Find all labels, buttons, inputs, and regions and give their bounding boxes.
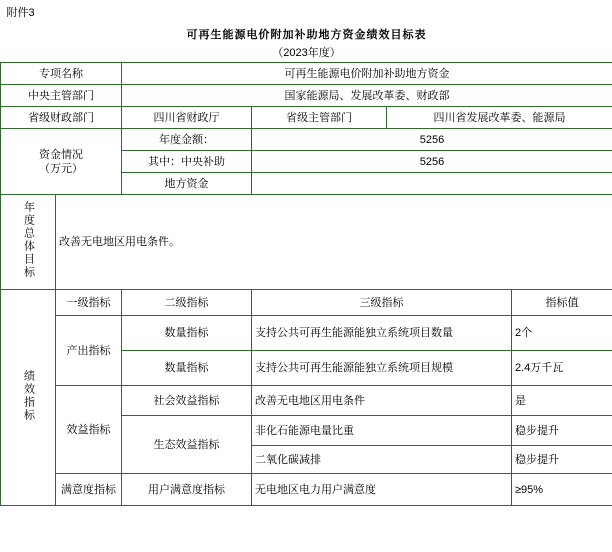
local-funds-value	[252, 173, 612, 195]
central-subsidy-value: 5256	[252, 151, 612, 173]
central-dept-label: 中央主管部门	[1, 85, 122, 107]
indicator-level3: 支持公共可再生能源能独立系统项目规模	[252, 351, 512, 386]
annual-amount-label: 年度金额：	[122, 129, 252, 151]
overall-goal-label-text: 年度总体目标	[22, 201, 35, 279]
attachment-row	[1, 0, 612, 26]
document-subtitle: （2023年度）	[272, 47, 341, 59]
row-funds-annual	[1, 129, 612, 151]
overall-goal-value: 改善无电地区用电条件。	[56, 195, 612, 290]
indicator-level2: 生态效益指标	[122, 416, 252, 474]
title-row	[1, 26, 612, 44]
header-level2: 二级指标	[122, 290, 252, 316]
performance-indicator-label-text: 绩效指标	[22, 369, 35, 422]
central-subsidy-label: 其中：中央补助	[122, 151, 252, 173]
attachment-label: 附件3	[6, 7, 35, 19]
indicator-level1: 效益指标	[56, 386, 122, 474]
indicator-level3: 无电地区电力用户满意度	[252, 474, 512, 506]
row-provincial	[1, 107, 612, 129]
indicator-level3: 非化石能源电量比重	[252, 416, 512, 446]
indicator-value: 稳步提升	[512, 446, 612, 474]
indicator-level3: 支持公共可再生能源能独立系统项目数量	[252, 316, 512, 351]
special-name-label: 专项名称	[1, 63, 122, 85]
indicator-level2: 数量指标	[122, 316, 252, 351]
annual-amount-value: 5256	[252, 129, 612, 151]
header-value: 指标值	[512, 290, 612, 316]
header-level1: 一级指标	[56, 290, 122, 316]
indicator-level1: 产出指标	[56, 316, 122, 386]
local-funds-label: 地方资金	[122, 173, 252, 195]
table-row	[1, 474, 612, 506]
subtitle-row	[1, 44, 612, 63]
indicator-level3: 改善无电地区用电条件	[252, 386, 512, 416]
funds-label	[1, 129, 122, 195]
row-special-name	[1, 63, 612, 85]
table-row	[1, 386, 612, 416]
funds-label-line2: （万元）	[39, 162, 83, 175]
row-indicator-header	[1, 290, 612, 316]
table-row	[1, 316, 612, 351]
funds-label-line1: 资金情况	[39, 148, 83, 161]
provincial-finance-value: 四川省财政厅	[122, 107, 252, 129]
header-level3: 三级指标	[252, 290, 512, 316]
row-overall-goal	[1, 195, 612, 290]
indicator-level2: 数量指标	[122, 351, 252, 386]
indicator-value: 2.4万千瓦	[512, 351, 612, 386]
document-title: 可再生能源电价附加补助地方资金绩效目标表	[186, 29, 427, 41]
special-name-value: 可再生能源电价附加补助地方资金	[122, 63, 612, 85]
indicator-value: ≥95%	[512, 474, 612, 506]
provincial-finance-label: 省级财政部门	[1, 107, 122, 129]
provincial-dept-value: 四川省发展改革委、能源局	[387, 107, 612, 129]
provincial-dept-label: 省级主管部门	[252, 107, 387, 129]
indicator-value: 2个	[512, 316, 612, 351]
indicator-value: 是	[512, 386, 612, 416]
overall-goal-label	[1, 195, 56, 290]
indicator-level3: 二氧化碳减排	[252, 446, 512, 474]
row-central-dept	[1, 85, 612, 107]
indicator-level1: 满意度指标	[56, 474, 122, 506]
indicator-value: 稳步提升	[512, 416, 612, 446]
indicator-level2: 社会效益指标	[122, 386, 252, 416]
central-dept-value: 国家能源局、发展改革委、财政部	[122, 85, 612, 107]
performance-indicator-label	[1, 290, 56, 506]
indicator-level2: 用户满意度指标	[122, 474, 252, 506]
